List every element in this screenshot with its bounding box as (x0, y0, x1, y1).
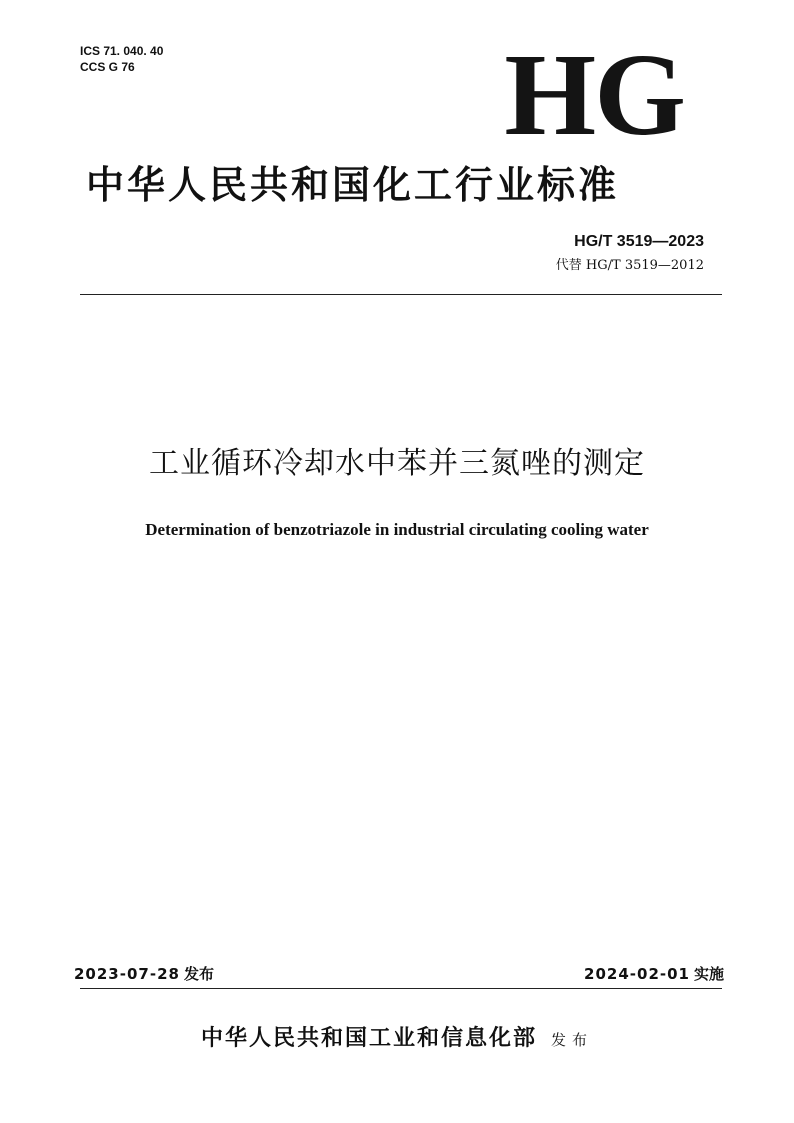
implementation-date-line (584, 964, 724, 984)
bottom-divider (80, 988, 722, 989)
standard-type-title: 中华人民共和国化工行业标准 (86, 163, 620, 207)
document-title-english: Determination of benzotriazole in industrial circulating cooling water (145, 520, 649, 539)
issue-label: 发布 (183, 965, 214, 983)
top-divider (80, 294, 722, 295)
ccs-code: CCS G 76 (80, 60, 135, 74)
ics-code: ICS 71. 040. 40 (80, 44, 164, 58)
hg-logo: HG (504, 29, 684, 160)
publisher-line (0, 1024, 794, 1055)
issue-date: 2023-07-28 (74, 965, 180, 983)
implementation-date: 2024-02-01 (584, 965, 690, 983)
implementation-label: 实施 (693, 965, 724, 983)
publisher-name: 中华人民共和国工业和信息化部 (200, 1026, 537, 1051)
standard-number: HG/T 3519—2023 (574, 233, 704, 250)
replaces-standard: 代替 HG/T 3519—2012 (555, 258, 704, 273)
document-title-chinese: 工业循环冷却水中苯并三氮唑的测定 (149, 446, 645, 481)
publisher-suffix: 发布 (551, 1031, 594, 1049)
issue-date-line (74, 964, 214, 984)
